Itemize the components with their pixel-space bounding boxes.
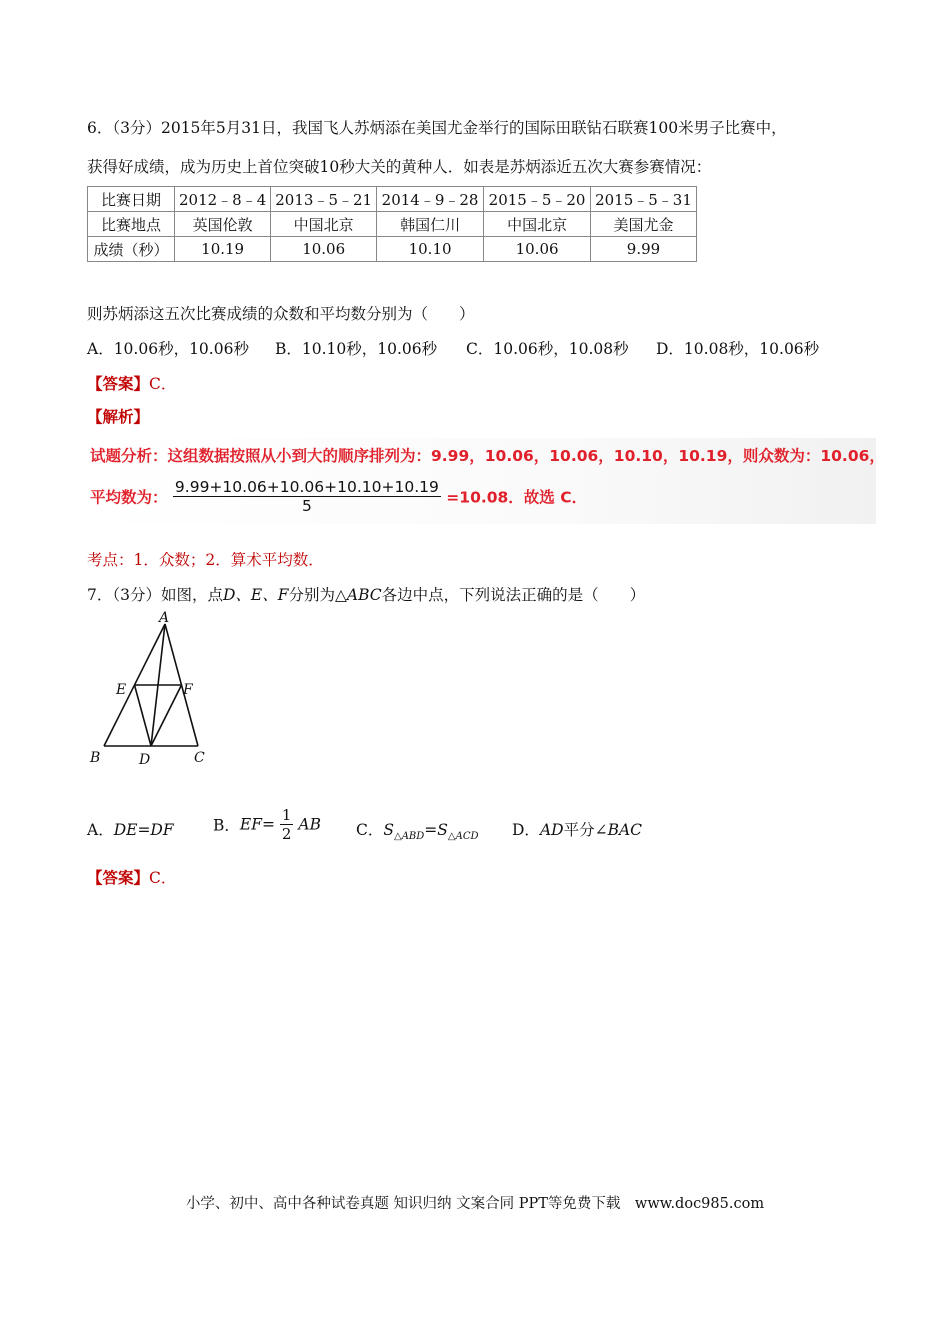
table-row <box>88 237 697 262</box>
option-angle: BAC <box>607 821 643 839</box>
q7-option-d <box>512 818 642 840</box>
analysis-line1: 试题分析：这组数据按照从小到大的顺序排列为：9.99，10.06，10.06，10.10，10.19，则众数为：10.06， <box>90 447 885 465</box>
option-sub2: △ACD <box>447 831 479 843</box>
q7-stem-points: D、E、F <box>222 586 289 604</box>
q7-option-b <box>213 806 321 852</box>
table-cell: 9.99 <box>591 237 697 262</box>
answer-label: 【答案】 <box>87 868 150 887</box>
q6-kaodian: 考点：1．众数；2．算术平均数． <box>87 551 324 569</box>
q7-option-a <box>87 818 174 840</box>
analysis-box <box>86 438 885 524</box>
table-cell: 中国北京 <box>271 212 377 237</box>
option-math-left: EF= <box>239 815 275 834</box>
option-eq: = <box>424 821 438 839</box>
analysis-label: 【解析】 <box>87 407 150 426</box>
analysis-mean-result: =10.08．故选 C． <box>446 488 588 507</box>
option-text: 平分∠ <box>563 821 608 839</box>
option-prefix: D． <box>512 821 540 839</box>
label-e: E <box>116 682 127 698</box>
q6-question: 则苏炳添这五次比赛成绩的众数和平均数分别为（ ） <box>87 305 475 323</box>
answer-value: C． <box>149 375 177 393</box>
fraction-numerator: 1 <box>281 806 292 824</box>
segment-ed <box>135 685 152 746</box>
table-cell: 成绩（秒） <box>88 237 175 262</box>
q7-stem-triangle: ABC <box>346 586 382 604</box>
label-f: F <box>183 682 193 698</box>
option-prefix: C． <box>356 821 384 839</box>
option-prefix: A． <box>87 821 114 839</box>
q7-stem-prefix: 7．（3分）如图，点 <box>87 586 223 604</box>
q6-option-c: C．10.06秒，10.08秒 <box>466 340 629 358</box>
table-cell: 中国北京 <box>484 212 591 237</box>
table-cell: 比赛日期 <box>88 187 175 212</box>
analysis-mean <box>90 478 587 515</box>
option-s1: S <box>383 821 394 839</box>
option-math: DE=DF <box>113 821 174 839</box>
fraction-denominator: 5 <box>301 497 312 515</box>
fraction-denominator: 2 <box>281 825 292 843</box>
analysis-mean-label: 平均数为： <box>90 488 168 507</box>
table-row <box>88 212 697 237</box>
table-cell: 美国尤金 <box>591 212 697 237</box>
q7-stem-suffix: 各边中点，下列说法正确的是（ ） <box>381 586 646 604</box>
triangle-figure <box>80 608 230 770</box>
label-c: C <box>194 750 205 766</box>
analysis-fraction <box>173 478 441 515</box>
answer-value: C． <box>149 869 177 887</box>
segment-fd <box>151 685 182 746</box>
q6-answer <box>87 372 176 394</box>
q6-option-d: D．10.08秒，10.06秒 <box>656 340 820 358</box>
table-cell: 10.06 <box>484 237 591 262</box>
option-math-right: AB <box>298 815 321 834</box>
table-row <box>88 187 697 212</box>
results-table <box>87 186 697 262</box>
q7-stem-mid: 分别为△ <box>288 586 347 604</box>
q7-stem <box>87 583 645 605</box>
option-math: AD <box>539 821 564 839</box>
q6-option-a: A．10.06秒，10.06秒 <box>87 340 249 358</box>
table-cell: 2012﹣8﹣4 <box>175 187 271 212</box>
fraction-numerator: 9.99+10.06+10.06+10.10+10.19 <box>174 478 439 496</box>
answer-label: 【答案】 <box>87 374 150 393</box>
q7-option-c <box>356 818 479 842</box>
label-d: D <box>139 752 151 768</box>
label-a: A <box>159 610 170 626</box>
option-fraction <box>280 806 294 843</box>
q6-stem-line2: 获得好成绩，成为历史上首位突破10秒大关的黄种人．如表是苏炳添近五次大赛参赛情况： <box>87 158 712 176</box>
table-cell: 2015﹣5﹣20 <box>484 187 591 212</box>
q7-answer <box>87 866 176 888</box>
table-cell: 2013﹣5﹣21 <box>271 187 377 212</box>
option-prefix: B． <box>213 816 240 835</box>
option-sub1: △ABD <box>394 831 425 843</box>
table-cell: 英国伦敦 <box>175 212 271 237</box>
table-cell: 2014﹣9﹣28 <box>377 187 484 212</box>
table-cell: 韩国仁川 <box>377 212 484 237</box>
label-b: B <box>90 750 101 766</box>
table-cell: 10.19 <box>175 237 271 262</box>
table-cell: 比赛地点 <box>88 212 175 237</box>
table-cell: 2015﹣5﹣31 <box>591 187 697 212</box>
q6-stem-line1: 6．（3分）2015年5月31日，我国飞人苏炳添在美国尤金举行的国际田联钻石联赛100米男子比赛中， <box>87 119 787 137</box>
q6-option-b: B．10.10秒，10.06秒 <box>275 340 438 358</box>
page-footer: 小学、初中、高中各种试卷真题 知识归纳 文案合同 PPT等免费下载 www.doc985.com <box>185 1196 765 1212</box>
table-cell: 10.06 <box>271 237 377 262</box>
option-s2: S <box>437 821 448 839</box>
table-cell: 10.10 <box>377 237 484 262</box>
